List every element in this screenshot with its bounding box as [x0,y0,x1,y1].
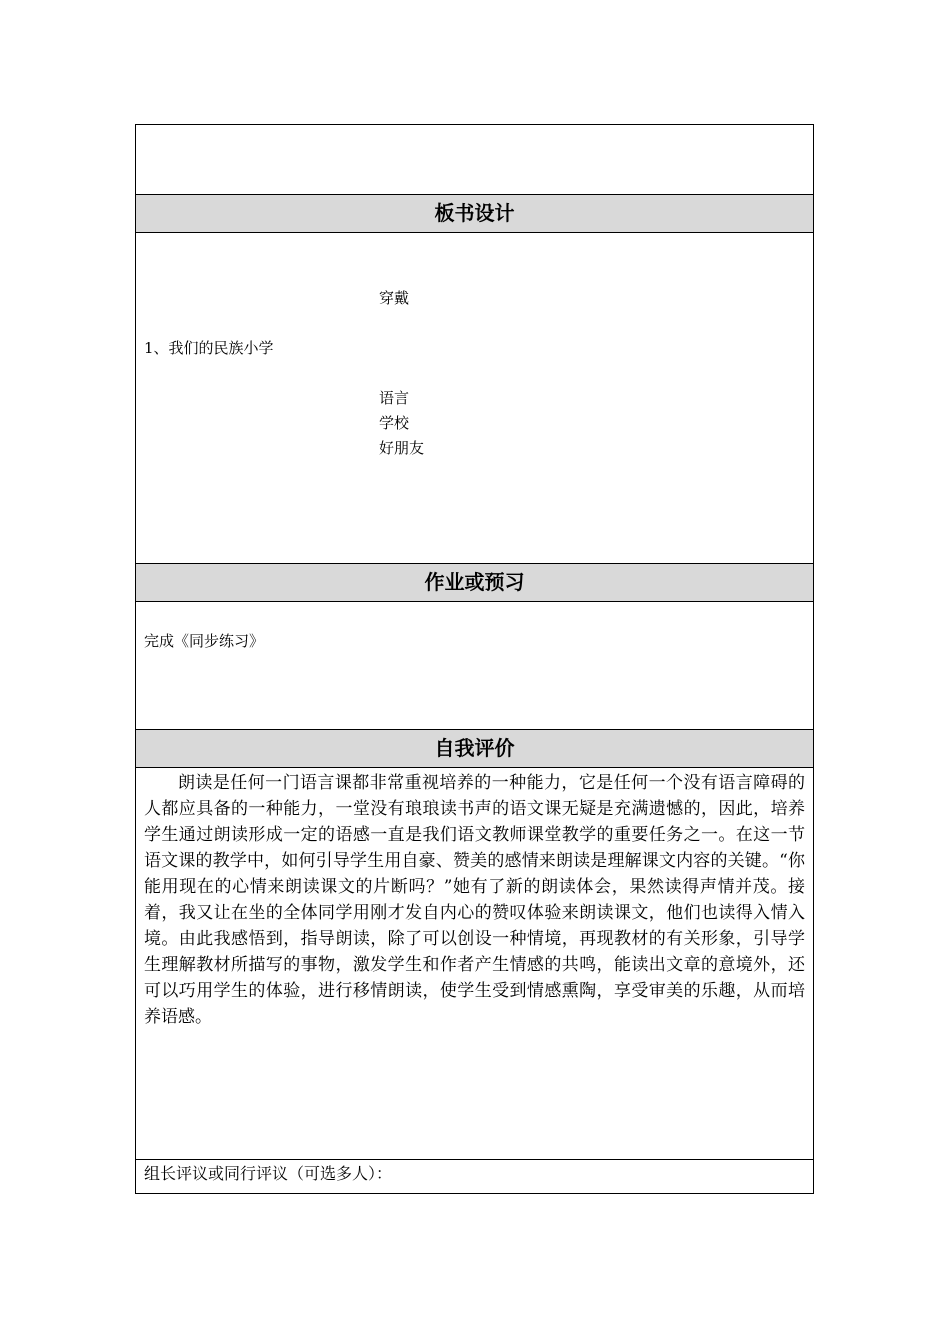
board-item-top: 穿戴 [379,289,410,307]
peer-review-row [136,1159,813,1195]
peer-review-label: 组长评议或同行评议（可选多人）： [144,1164,393,1183]
self-evaluation-content: 朗读是任何一门语言课都非常重视培养的一种能力，它是任何一个没有语言障碍的人都应具备的一种能力，一堂没有琅琅读书声的语文课无疑是充满遗憾的，因此，培养学生通过朗读形成一定的语感一直是我们语文教师课堂教学的重要任务之一。在这一节语文课的教学中，如何引导学生用自豪、赞美的感情来朗读是理解课文内容的关键。“你能用现在的心情来朗读课文的片断吗？”她有了新的朗读体会，果然读得声情并茂。接着，我又让在坐的全体同学用刚才发自内心的赞叹体验来朗读课文，他们也读得入情入境。由此我感悟到，指导朗读，除了可以创设一种情境，再现教材的有关形象，引导学生理解教材所描写的事物，激发学生和作者产生情感的共鸣，能读出文章的意境外，还可以巧用学生的体验，进行移情朗读，使学生受到情感熏陶，享受审美的乐趣，从而培养语感。 [144,773,805,1027]
board-design-header [136,194,813,233]
board-item: 语言 [379,389,410,407]
homework-title: 作业或预习 [424,570,525,594]
homework-header [136,563,813,602]
self-evaluation-title: 自我评价 [434,736,515,760]
board-lesson-title: 1、我们的民族小学 [144,339,274,357]
homework-content: 完成《同步练习》 [144,632,265,650]
board-item: 好朋友 [379,439,425,457]
board-design-title: 板书设计 [434,201,515,225]
lesson-plan-table [135,124,814,1194]
self-evaluation-header [136,729,813,768]
board-item: 学校 [379,414,410,432]
